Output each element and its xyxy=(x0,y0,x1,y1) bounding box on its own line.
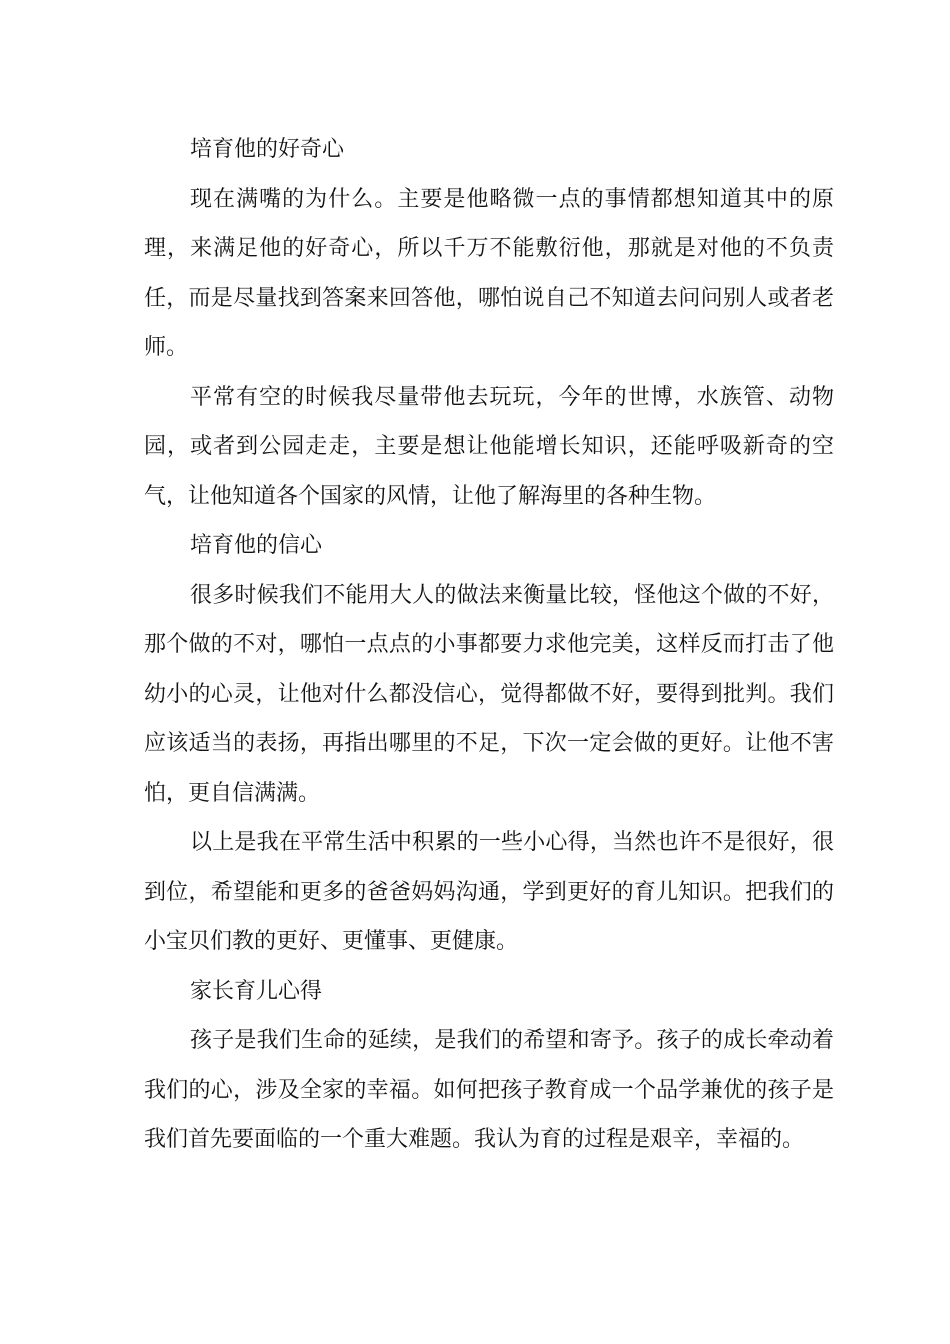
section-heading-confidence: 培育他的信心 xyxy=(190,533,323,558)
paragraph-parenting: 孩子是我们生命的延续，是我们的希望和寄予。孩子的成长牵动着我们的心，涉及全家的幸福。如何把孩子教育成一个品学兼优的孩子是我们首先要面临的一个重大难题。我认为育的过程是艰辛，幸福的。 xyxy=(144,1028,834,1152)
paragraph-outings: 平常有空的时候我尽量带他去玩玩，今年的世博，水族管、动物园，或者到公园走走，主要是想让他能增长知识，还能呼吸新奇的空气，让他知道各个国家的风情，让他了解海里的各种生物。 xyxy=(144,384,834,509)
section-heading-curiosity: 培育他的好奇心 xyxy=(190,137,345,162)
paragraph-summary: 以上是我在平常生活中积累的一些小心得，当然也许不是很好，很到位，希望能和更多的爸爸妈妈沟通，学到更好的育儿知识。把我们的小宝贝们教的更好、更懂事、更健康。 xyxy=(144,830,834,954)
paragraph-confidence: 很多时候我们不能用大人的做法来衡量比较，怪他这个做的不好，那个做的不对，哪怕一点点的小事都要力求他完美，这样反而打击了他幼小的心灵，让他对什么都没信心，觉得都做不好，要得到批判。我们应该适当的表扬，再指出哪里的不足，下次一定会做的更好。让他不害怕，更自信满满。 xyxy=(144,582,834,806)
section-heading-parenting: 家长育儿心得 xyxy=(190,978,323,1004)
paragraph-curiosity-why: 现在满嘴的为什么。主要是他略微一点的事情都想知道其中的原理，来满足他的好奇心，所以千万不能敷衍他，那就是对他的不负责任，而是尽量找到答案来回答他，哪怕说自己不知道去问问别人或者老师。 xyxy=(144,186,834,360)
document-body xyxy=(144,125,834,1165)
